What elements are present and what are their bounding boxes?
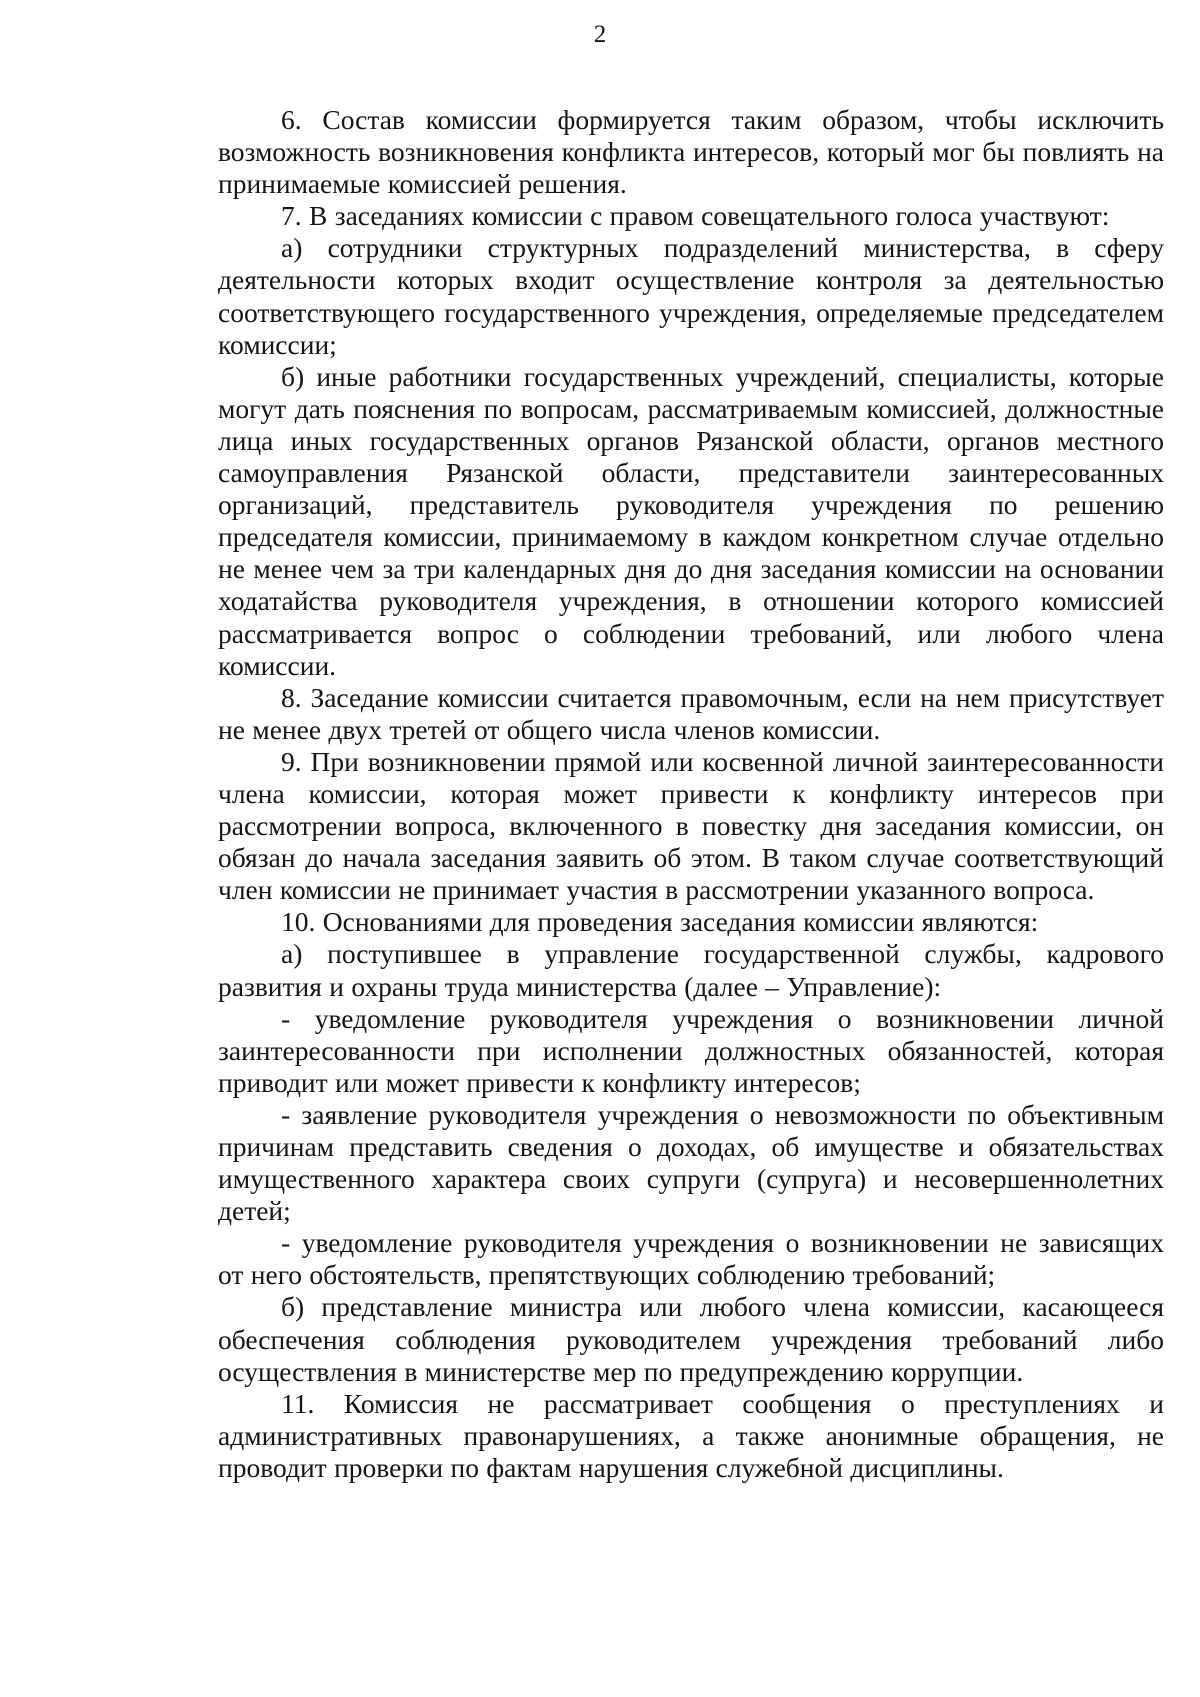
paragraph-10-a-item-2: - заявление руководителя учреждения о невозможности по объективным причинам представить сведения о доходах, об имуществе и обязательствах имущественного характера своих супруги (супруга) и несовершеннолетних детей;	[218, 1098, 1164, 1227]
paragraph-10-a: а) поступившее в управление государственной службы, кадрового развития и охраны труда министерства (далее – Управление):	[218, 938, 1164, 1002]
paragraph-7: 7. В заседаниях комиссии с правом совещательного голоса участвуют:	[281, 200, 1110, 232]
paragraph-10: 10. Основаниями для проведения заседания комиссии являются:	[281, 906, 1039, 938]
paragraph-7-b: б) иные работники государственных учреждений, специалисты, которые могут дать пояснения по вопросам, рассматриваемым комиссией, должностные лица иных государственных органов Рязанской области, органов местного самоуправления Рязанской области, представители заинтересованных организаций, представитель руководителя учреждения по решению председателя комиссии, принимаемому в каждом конкретном случае отдельно не менее чем за три календарных дня до дня заседания комиссии на основании ходатайства руководителя учреждения, в отношении которого комиссией рассматривается вопрос о соблюдении требований, или любого члена комиссии.	[218, 360, 1164, 681]
paragraph-10-b: б) представление министра или любого члена комиссии, касающееся обеспечения соблюдения руководителем учреждения требований либо осуществления в министерстве мер по предупреждению коррупции.	[218, 1291, 1164, 1387]
paragraph-9: 9. При возникновении прямой или косвенной личной заинтересованности члена комиссии, которая может привести к конфликту интересов при рассмотрении вопроса, включенного в повестку дня заседания комиссии, он обязан до начала заседания заявить об этом. В таком случае соответствующий член комиссии не принимает участия в рассмотрении указанного вопроса.	[218, 745, 1164, 906]
paragraph-8: 8. Заседание комиссии считается правомочным, если на нем присутствует не менее двух третей от общего числа членов комиссии.	[218, 681, 1164, 745]
paragraph-6: 6. Состав комиссии формируется таким образом, чтобы исключить возможность возникновения конфликта интересов, который мог бы повлиять на принимаемые комиссией решения.	[218, 104, 1164, 200]
paragraph-10-a-item-1: - уведомление руководителя учреждения о возникновении личной заинтересованности при исполнении должностных обязанностей, которая приводит или может привести к конфликту интересов;	[218, 1002, 1164, 1098]
paragraph-10-a-item-3: - уведомление руководителя учреждения о возникновении не зависящих от него обстоятельств, препятствующих соблюдению требований;	[218, 1227, 1164, 1291]
document-body	[218, 104, 1164, 1484]
paragraph-7-a: а) сотрудники структурных подразделений министерства, в сферу деятельности которых входит осуществление контроля за деятельностью соответствующего государственного учреждения, определяемые председателем комиссии;	[218, 232, 1164, 360]
paragraph-11: 11. Комиссия не рассматривает сообщения о преступлениях и административных правонарушениях, а также анонимные обращения, не проводит проверки по фактам нарушения служебной дисциплины.	[218, 1387, 1164, 1483]
page-number: 2	[593, 21, 607, 48]
